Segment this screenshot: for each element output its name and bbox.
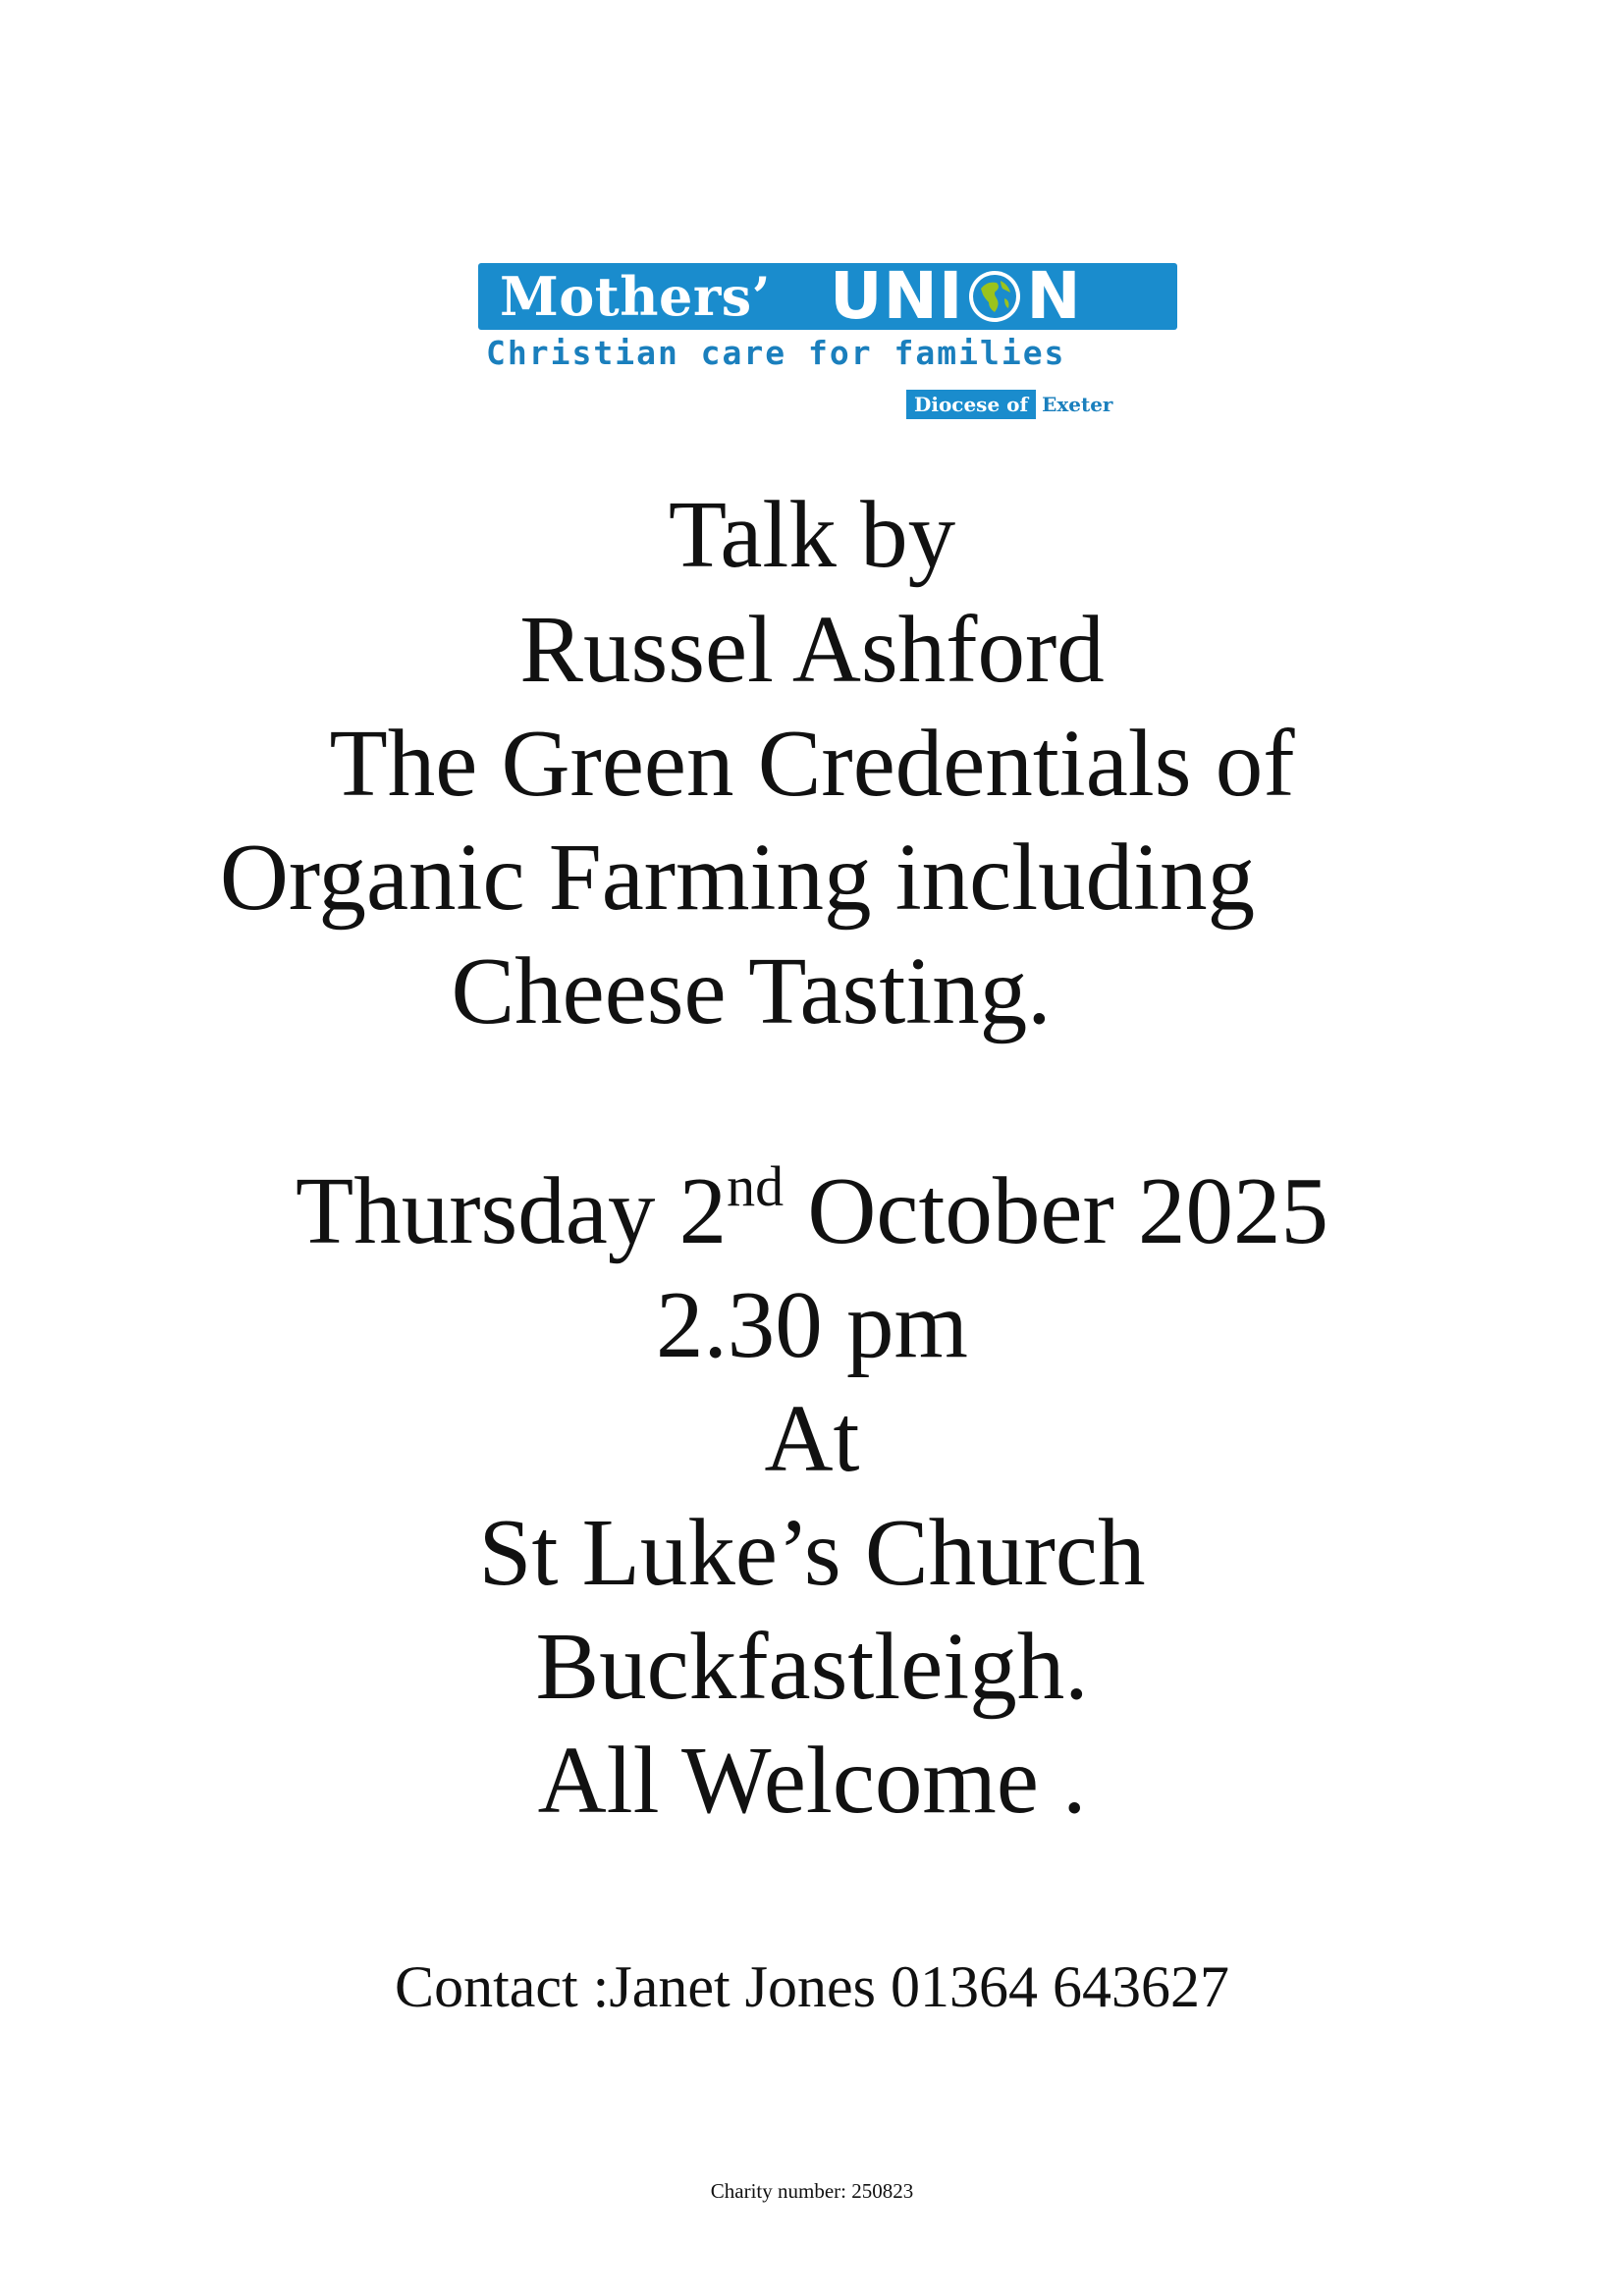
logo-union-part1: UNI xyxy=(830,258,964,334)
event-date xyxy=(0,1154,1624,1268)
mothers-union-logo xyxy=(478,258,1177,420)
logo-union-text xyxy=(830,258,1082,334)
diocese-of-label: Diocese of xyxy=(906,390,1036,419)
diocese-name: Exeter xyxy=(1042,393,1113,416)
event-time: 2.30 pm xyxy=(656,1272,968,1377)
logo-diocese xyxy=(906,390,1112,419)
contact-line: Contact :Janet Jones 01364 643627 xyxy=(395,1954,1229,2019)
logo-banner xyxy=(478,258,1177,334)
talk-title-line1: The Green Credentials of xyxy=(329,711,1295,816)
talk-by-line: Talk by xyxy=(668,482,956,587)
globe-icon xyxy=(967,269,1022,324)
logo-union-part2: N xyxy=(1026,258,1082,334)
logo-tagline: Christian care for families xyxy=(486,334,1066,372)
event-at: At xyxy=(764,1386,860,1491)
event-welcome: All Welcome . xyxy=(537,1728,1087,1833)
event-town: Buckfastleigh. xyxy=(535,1614,1089,1719)
speaker-name: Russel Ashford xyxy=(519,597,1105,702)
event-venue: St Luke’s Church xyxy=(478,1500,1146,1605)
charity-number: Charity number: 250823 xyxy=(710,2179,914,2203)
talk-title-line3: Cheese Tasting. xyxy=(451,938,1052,1043)
logo-mothers-text: Mothers’ xyxy=(500,265,772,328)
event-date-day: Thursday 2 xyxy=(295,1158,728,1263)
event-date-month-year: October 2025 xyxy=(784,1158,1329,1263)
event-date-ordinal: nd xyxy=(727,1154,785,1218)
talk-title-line2: Organic Farming including xyxy=(219,825,1256,930)
